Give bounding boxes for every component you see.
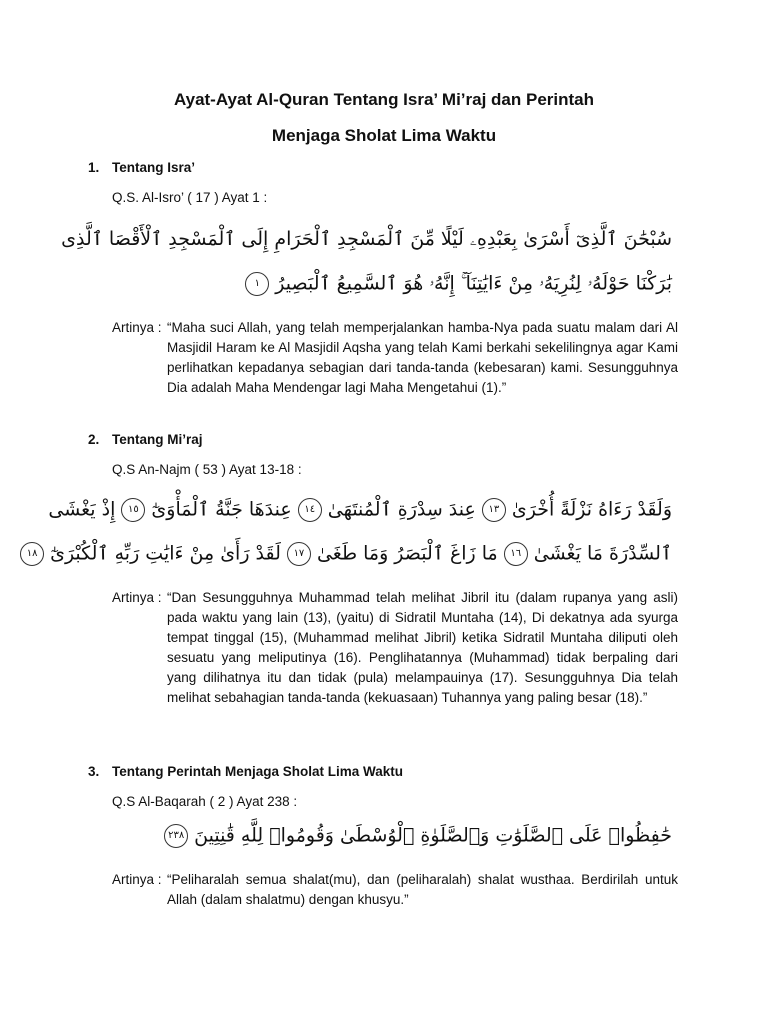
verse-number-marker: ١ bbox=[245, 272, 269, 296]
verse-number-marker: ١٤ bbox=[298, 498, 322, 522]
translation-text: “Maha suci Allah, yang telah memperjalankan hamba-Nya pada suatu malam dari Al Masjidil Haram ke Al Masjidil Aqsha yang telah Kami berkahi sekelilingnya agar Kami perlihatkan kepadanya sebagian dari tanda-tanda (kebesaran) kami. Sesungguhnya Dia adalah Maha Mendengar lagi Maha Mengetahui (1).” bbox=[167, 320, 678, 395]
section-number: 3. bbox=[88, 764, 100, 779]
section-number: 2. bbox=[88, 432, 100, 447]
arabic-verse-text: بَٰرَكْنَا حَوْلَهُۥ لِنُرِيَهُۥ مِنْ ءَايَٰتِنَآ ۚ إِنَّهُۥ هُوَ ٱلسَّمِيعُ ٱلْبَصِيرُ bbox=[275, 272, 672, 295]
section-heading-sholat bbox=[88, 764, 403, 779]
arabic-verse-line bbox=[158, 824, 672, 848]
section-title: Tentang Perintah Menjaga Sholat Lima Waktu bbox=[112, 764, 404, 779]
translation-label: Artinya : bbox=[112, 872, 162, 887]
arabic-verse-text: لَقَدْ رَأَىٰ مِنْ ءَايَٰتِ رَبِّهِ ٱلْكُبْرَىٰٓ bbox=[50, 542, 281, 565]
verse-number-marker: ١٣ bbox=[482, 498, 506, 522]
verse-number-marker: ٢٣٨ bbox=[164, 824, 188, 848]
section-title: Tentang Mi’raj bbox=[112, 432, 203, 447]
translation-text: “Peliharalah semua shalat(mu), dan (peliharalah) shalat wusthaa. Berdirilah untuk Allah (dalam shalatmu) dengan khusyu.” bbox=[167, 872, 678, 907]
verse-number-marker: ١٧ bbox=[287, 542, 311, 566]
arabic-verse-line bbox=[48, 498, 672, 522]
translation-block bbox=[112, 870, 678, 910]
arabic-verse-text: حَٰفِظُوا۟ عَلَى ٱلصَّلَوَٰتِ وَٱلصَّلَوٰةِ ٱلْوُسْطَىٰ وَقُومُوا۟ لِلَّهِ قَٰنِتِينَ bbox=[194, 824, 672, 847]
arabic-verse-text: مَا زَاغَ ٱلْبَصَرُ وَمَا طَغَىٰ bbox=[316, 542, 498, 565]
section-title: Tentang Isra’ bbox=[112, 160, 196, 175]
arabic-verse-line bbox=[239, 272, 672, 296]
verse-number-marker: ١٦ bbox=[504, 542, 528, 566]
page-title-line-2: Menjaga Sholat Lima Waktu bbox=[271, 126, 497, 145]
arabic-verse-text: إِذْ يَغْشَى bbox=[48, 498, 116, 521]
page-title-line-1: Ayat-Ayat Al-Quran Tentang Isra’ Mi’raj dan Perintah bbox=[173, 90, 595, 109]
section-heading-isra bbox=[88, 160, 195, 175]
arabic-verse-text: وَلَقَدْ رَءَاهُ نَزْلَةً أُخْرَىٰ bbox=[511, 498, 672, 521]
arabic-verse-text: ٱلسِّدْرَةَ مَا يَغْشَىٰ bbox=[533, 542, 672, 565]
arabic-verse-text: عِندَ سِدْرَةِ ٱلْمُنتَهَىٰ bbox=[327, 498, 476, 521]
surah-reference: Q.S. Al-Isro’ ( 17 ) Ayat 1 : bbox=[112, 190, 268, 205]
surah-reference: Q.S An-Najm ( 53 ) Ayat 13-18 : bbox=[112, 462, 302, 477]
translation-block bbox=[112, 318, 678, 398]
section-number: 1. bbox=[88, 160, 100, 175]
translation-text: “Dan Sesungguhnya Muhammad telah melihat Jibril itu (dalam rupanya yang asli) pada waktu yang lain (13), (yaitu) di Sidratil Muntaha (14), Di dekatnya ada syurga tempat tinggal (15), (Muhammad melihat Jibril) ketika Sidratil Muntaha diliputi oleh sesuatu yang meliputinya (16). Penglihatannya (Muhammad) tidak berpaling dari yang dilihatnya itu dan tidak (pula) melampauinya (17). Sesungguhnya Dia telah melihat sebahagian tanda-tanda (kekuasaan) Tuhannya yang paling besar (18).” bbox=[167, 590, 678, 705]
section-heading-miraj bbox=[88, 432, 203, 447]
arabic-verse-text: عِندَهَا جَنَّةُ ٱلْمَأْوَىٰٓ bbox=[151, 498, 292, 521]
verse-number-marker: ١٨ bbox=[20, 542, 44, 566]
verse-number-marker: ١٥ bbox=[121, 498, 145, 522]
surah-reference: Q.S Al-Baqarah ( 2 ) Ayat 238 : bbox=[112, 794, 298, 809]
arabic-verse-line: سُبْحَٰنَ ٱلَّذِىٓ أَسْرَىٰ بِعَبْدِهِۦ لَيْلًا مِّنَ ٱلْمَسْجِدِ ٱلْحَرَامِ إِلَى ٱلْمَسْجِدِ ٱلْأَقْصَا ٱلَّذِى bbox=[61, 228, 672, 250]
translation-label: Artinya : bbox=[112, 320, 162, 335]
translation-block bbox=[112, 588, 678, 708]
arabic-verse-line bbox=[14, 542, 672, 566]
translation-label: Artinya : bbox=[112, 590, 162, 605]
